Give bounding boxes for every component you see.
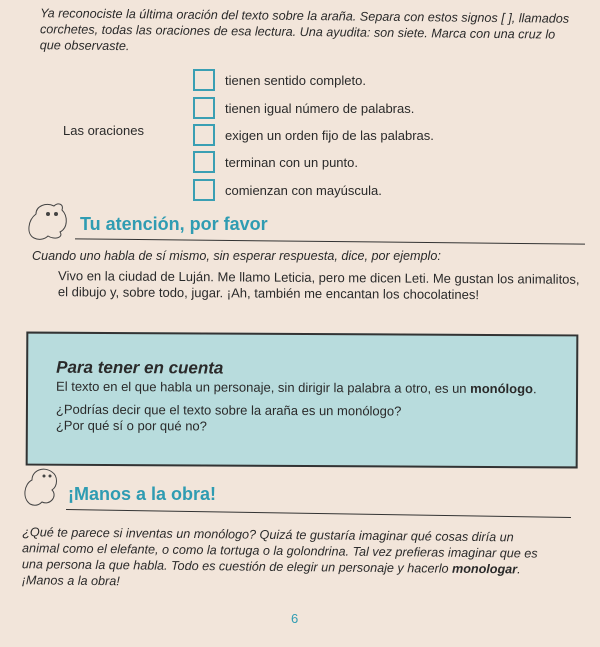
divider	[75, 238, 585, 244]
checkbox[interactable]	[193, 97, 215, 119]
option-label: comienzan con mayúscula.	[225, 182, 382, 198]
section-title-atencion: Tu atención, por favor	[80, 214, 268, 234]
checkbox[interactable]	[193, 151, 215, 173]
checkbox[interactable]	[193, 124, 215, 146]
checkbox-option[interactable]	[193, 178, 382, 202]
note-title: Para tener en cuenta	[56, 357, 224, 378]
example-text: Vivo en la ciudad de Luján. Me llamo Leticia, pero me dicen Leti. Me gustan los animalitos, el dibujo y, sobre todo, jugar. ¡Ah, también me encantan los chocolatines!	[57, 268, 580, 303]
mascot-icon	[24, 198, 72, 242]
option-label: tienen igual número de palabras.	[225, 100, 415, 116]
mascot-icon	[18, 462, 66, 508]
option-label: exigen un orden fijo de las palabras.	[225, 127, 434, 143]
checklist-label: Las oraciones	[63, 123, 144, 138]
section-lead: Cuando uno habla de sí mismo, sin esperar respuesta, dice, por ejemplo:	[32, 249, 441, 263]
checkbox[interactable]	[193, 69, 215, 91]
checkbox-option[interactable]	[193, 123, 434, 147]
note-definition: El texto en el que habla un personaje, sin dirigir la palabra a otro, es un monólogo.	[56, 378, 537, 397]
section2-text: ¿Qué te parece si inventas un monólogo? Quizá te gustaría imaginar qué cosas diría un animal como el elefante, o como la tortuga o la golondrina. Tal vez prefieras imaginar que es una persona la que habla. Todo es cuestión de elegir un personaje y hacerlo monologar. ¡Manos a la obra!	[21, 525, 538, 589]
checkbox-option[interactable]	[193, 68, 366, 92]
option-label: terminan con un punto.	[225, 154, 358, 170]
note-question-2: ¿Por qué sí o por qué no?	[55, 417, 207, 434]
note-question-1: ¿Podrías decir que el texto sobre la araña es un monólogo?	[55, 401, 402, 419]
checkbox-option[interactable]	[193, 96, 414, 120]
checkbox-option[interactable]	[193, 150, 358, 174]
option-label: tienen sentido completo.	[225, 72, 366, 88]
checkbox[interactable]	[193, 179, 215, 201]
divider	[66, 509, 571, 518]
note-box	[26, 332, 579, 469]
instructions: Ya reconociste la última oración del texto sobre la araña. Separa con estos signos [ ], llamados corchetes, todas las oraciones de esa lectura. Una ayudita: son siete. Marca con una cruz lo que observaste.	[39, 6, 570, 54]
section-title-manos: ¡Manos a la obra!	[68, 484, 217, 504]
page-number: 6	[291, 611, 299, 626]
